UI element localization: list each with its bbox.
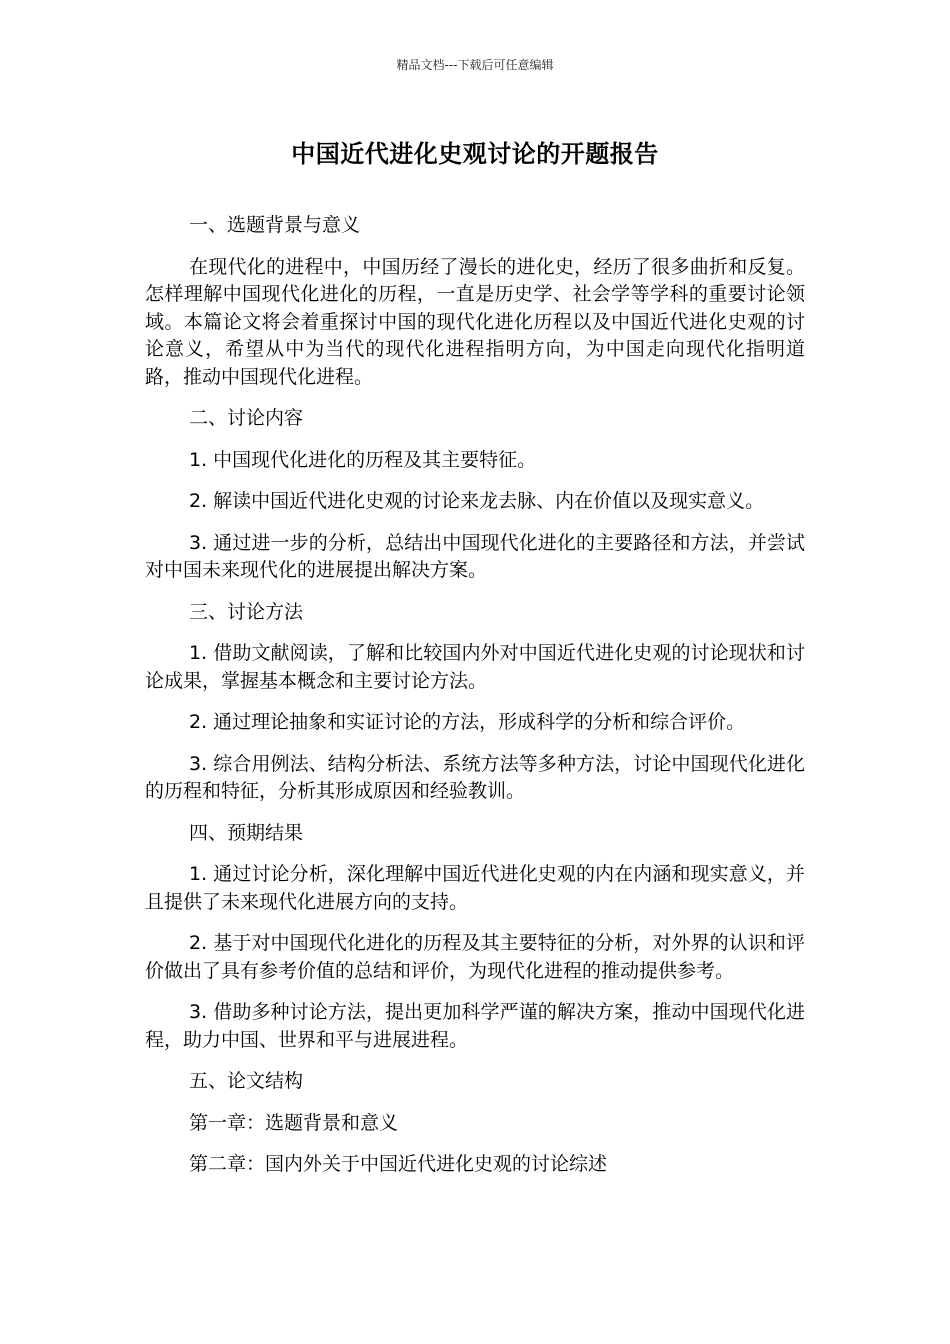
- result-item-3: 3. 借助多种讨论方法，提出更加科学严谨的解决方案，推动中国现代化进程，助力中国、世界和平与进展进程。: [145, 1001, 805, 1051]
- document-body: [145, 212, 805, 1193]
- content-item-1: 1. 中国现代化进化的历程及其主要特征。: [189, 448, 537, 471]
- section-heading-structure: 五、论文结构: [189, 1070, 304, 1092]
- section-heading-content: 二、讨论内容: [189, 407, 304, 429]
- chapter-item-2: 第二章：国内外关于中国近代进化史观的讨论综述: [189, 1153, 608, 1175]
- result-item-1: 1. 通过讨论分析，深化理解中国近代进化史观的内在内涵和现实意义，并且提供了未来现代化进展方向的支持。: [145, 863, 805, 913]
- content-item-3: 3. 通过进一步的分析，总结出中国现代化进化的主要路径和方法，并尝试对中国未来现代化的进展提出解决方案。: [145, 531, 805, 581]
- page-header: 精品文档---下载后可任意编辑: [396, 58, 554, 72]
- method-item-2: 2. 通过理论抽象和实证讨论的方法，形成科学的分析和综合评价。: [189, 711, 746, 733]
- document-title: 中国近代进化史观讨论的开题报告: [291, 140, 659, 168]
- content-item-2: 2. 解读中国近代进化史观的讨论来龙去脉、内在价值以及现实意义。: [189, 490, 765, 512]
- chapter-item-1: 第一章：选题背景和意义: [189, 1111, 399, 1134]
- section-heading-methods: 三、讨论方法: [189, 600, 304, 623]
- result-item-2: 2. 基于对中国现代化进化的历程及其主要特征的分析，对外界的认识和评价做出了具有参考价值的总结和评价，为现代化进程的推动提供参考。: [145, 932, 805, 982]
- method-item-1: 1. 借助文献阅读，了解和比较国内外对中国近代进化史观的讨论现状和讨论成果，掌握基本概念和主要讨论方法。: [145, 642, 805, 692]
- section-heading-expected-results: 四、预期结果: [189, 821, 304, 844]
- method-item-3: 3. 综合用例法、结构分析法、系统方法等多种方法，讨论中国现代化进化的历程和特征，分析其形成原因和经验教训。: [145, 752, 805, 802]
- section-heading-background: 一、选题背景与意义: [189, 214, 361, 236]
- background-paragraph: 在现代化的进程中，中国历经了漫长的进化史，经历了很多曲折和反复。怎样理解中国现代化进化的历程，一直是历史学、社会学等学科的重要讨论领域。本篇论文将会着重探讨中国的现代化进化历程以及中国近代进化史观的讨论意义，希望从中为当代的现代化进程指明方向，为中国走向现代化指明道路，推动中国现代化进程。: [145, 255, 805, 388]
